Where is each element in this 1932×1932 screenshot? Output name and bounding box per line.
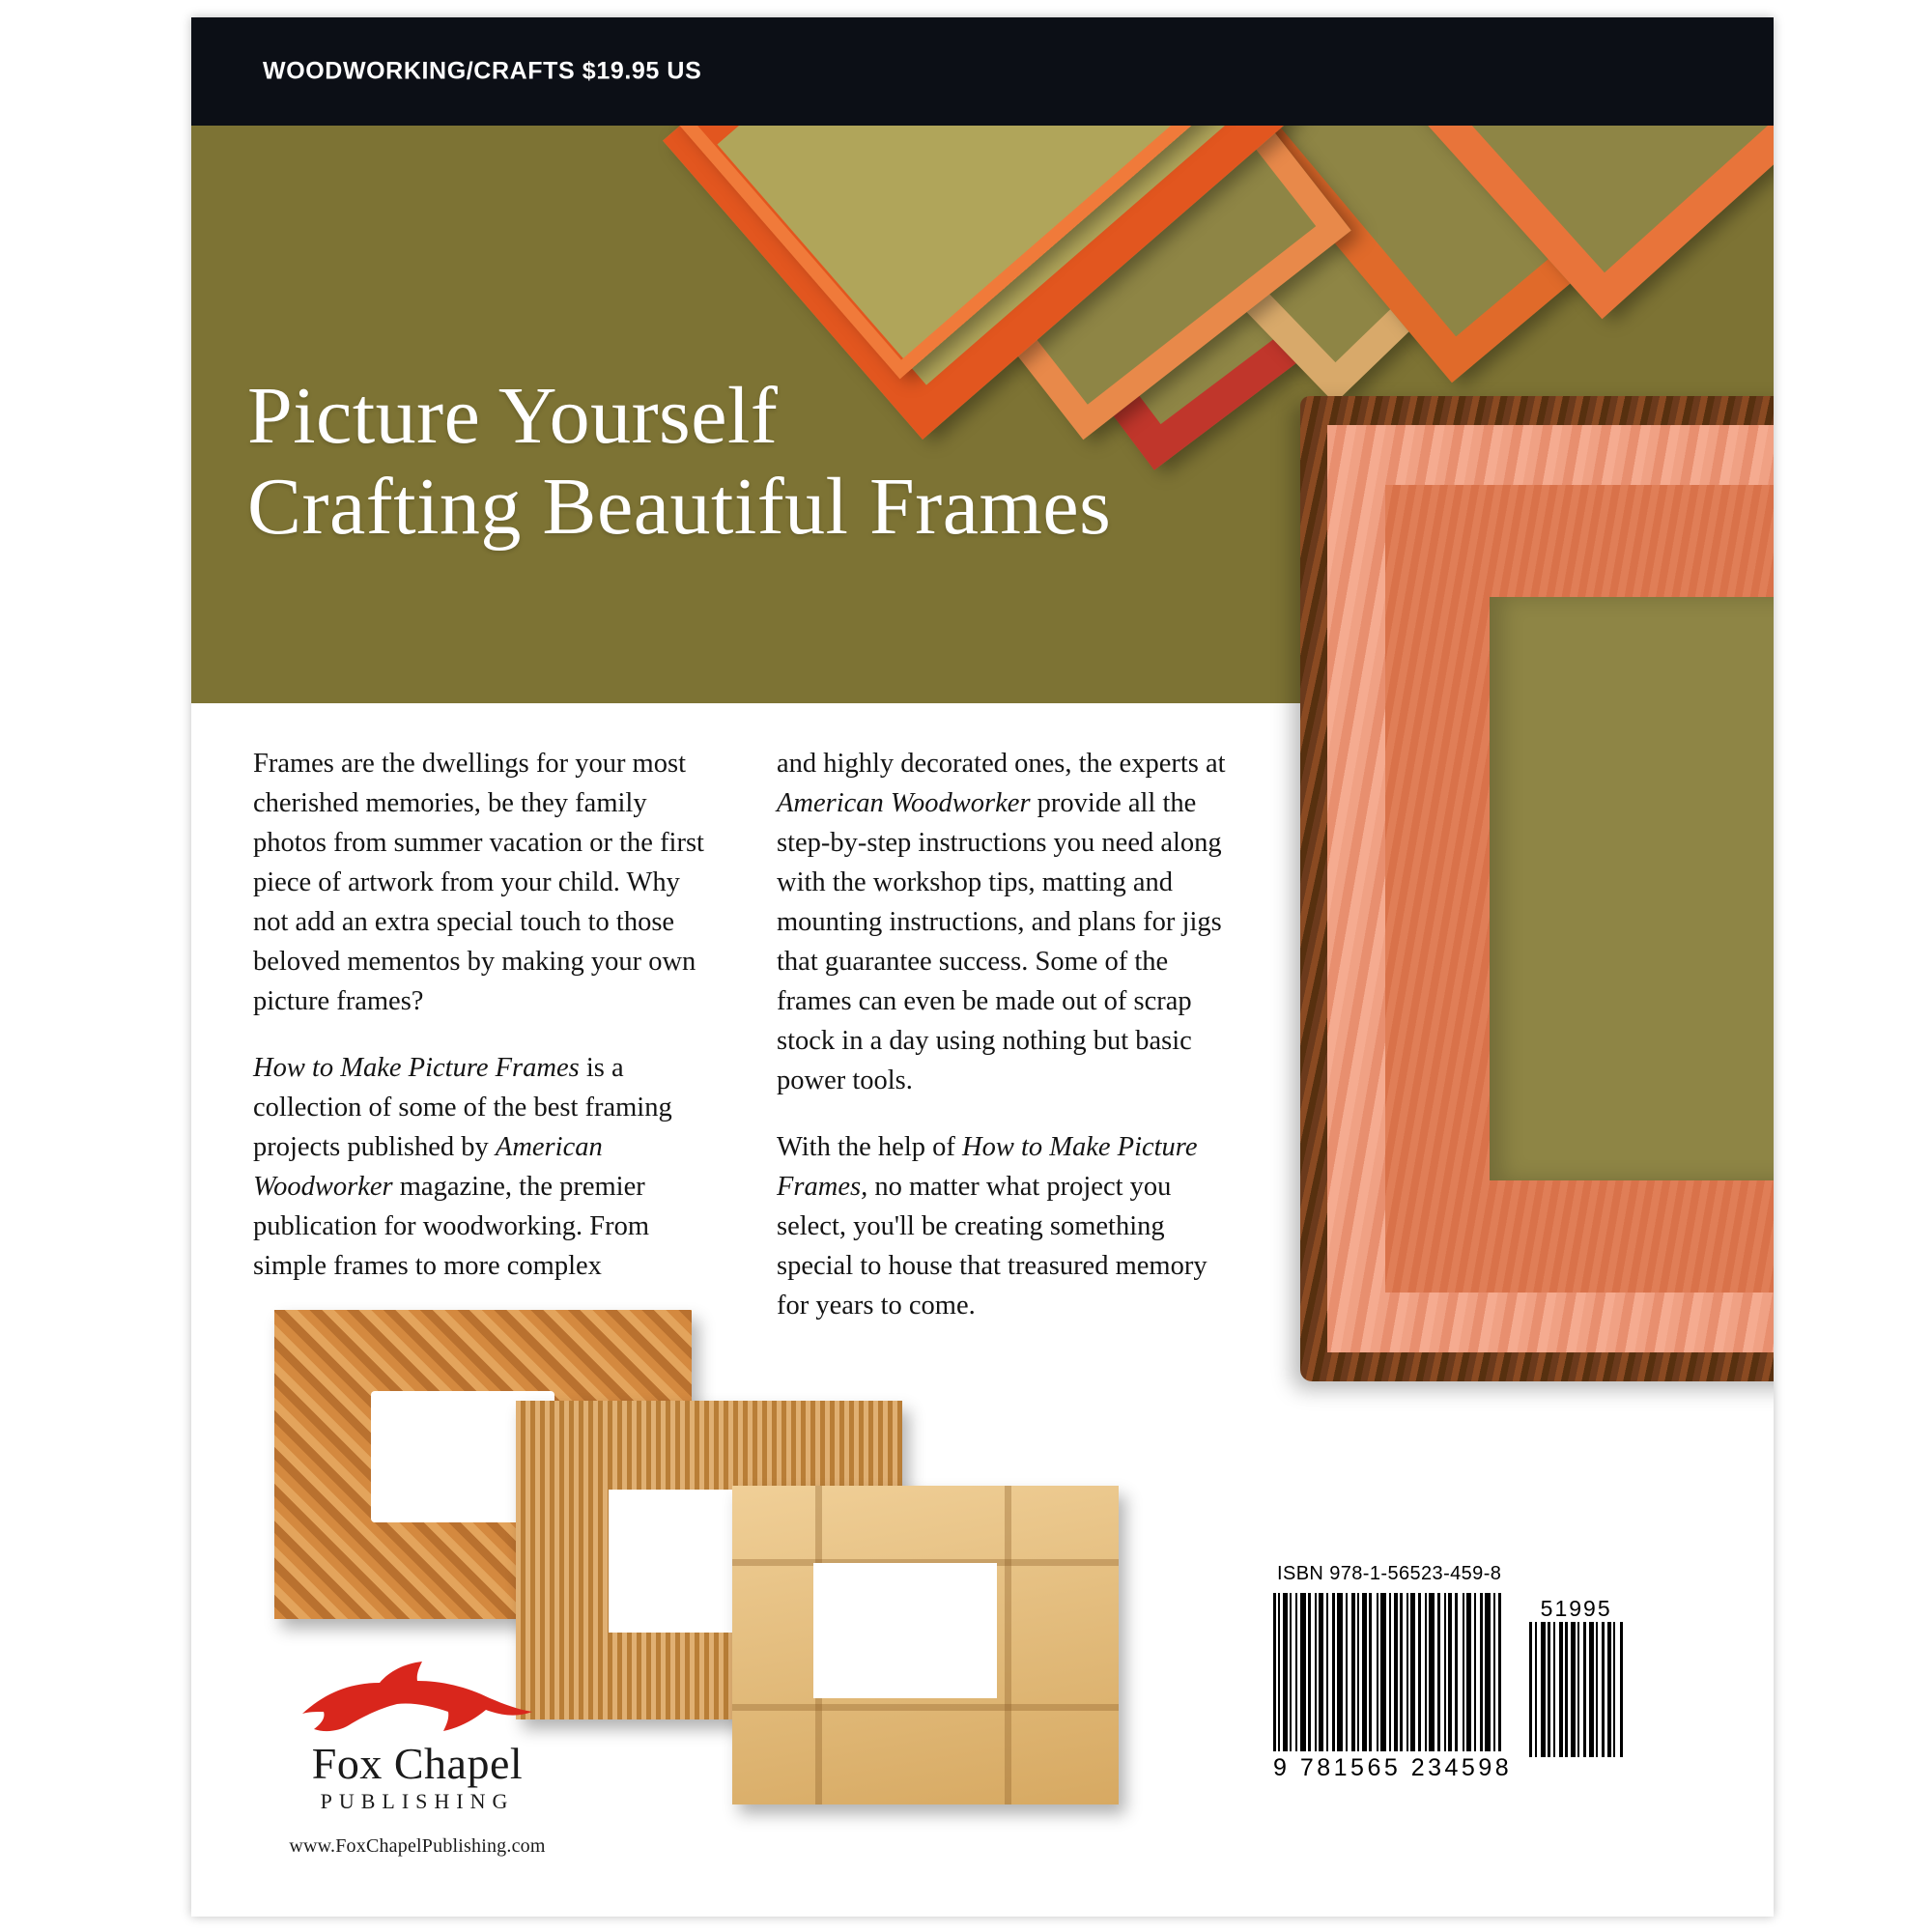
publisher-subtitle: PUBLISHING xyxy=(320,1789,515,1814)
book-back-cover xyxy=(191,17,1774,1917)
barcode-block xyxy=(1273,1563,1727,1782)
paragraph-4-pre: With the help of xyxy=(777,1132,962,1163)
isbn-text: ISBN 978-1-56523-459-8 xyxy=(1277,1563,1502,1584)
paragraph-2-mid: is a collection of some of the best framing projects published by xyxy=(253,1053,672,1163)
publisher-url: www.FoxChapelPublishing.com xyxy=(289,1835,546,1858)
paragraph-3-post: provide all the step-by-step instructions you need along with the workshop tips, matting and mounting instructions, and plans for jigs that guarantee success. Some of the frames can even be made out of scrap stock in a day using nothing but basic power tools. xyxy=(777,788,1222,1096)
title-line-2: Crafting Beautiful Frames xyxy=(247,462,1112,553)
bark-frame-bevel xyxy=(1385,485,1774,1293)
sample-frame-joint-line-4 xyxy=(732,1704,1119,1711)
publisher-block xyxy=(214,1660,620,1858)
paragraph-3-pre: and highly decorated ones, the experts at xyxy=(777,749,1226,779)
paragraph-2-post: magazine, the premier publication for woodworking. From simple frames to more complex xyxy=(253,1172,650,1282)
paragraph-4-post: no matter what project you select, you'll be creating something special to house that treasured memory for years to come. xyxy=(777,1172,1208,1321)
bark-frame-face xyxy=(1327,425,1774,1352)
paragraph-1: Frames are the dwellings for your most cherished memories, be they family photos from summer vacation or the first piece of artwork from your child. Why not add an extra special touch to those beloved mementos by making your own picture frames? xyxy=(253,749,704,1017)
ean13-digits: 9 781565 234598 xyxy=(1273,1754,1513,1781)
sample-frame-opening-3 xyxy=(813,1563,997,1698)
ean13-barcode xyxy=(1273,1593,1512,1782)
publisher-name: Fox Chapel xyxy=(311,1739,524,1788)
sample-frame-joint-line-2 xyxy=(1005,1486,1011,1804)
magazine-title-italic-2: American Woodworker xyxy=(777,788,1031,819)
book-title-italic-1: How to Make Picture Frames xyxy=(253,1053,580,1084)
paragraph-3 xyxy=(777,744,1238,1100)
copy-column-left xyxy=(253,744,715,1325)
bark-frame-opening xyxy=(1490,597,1774,1180)
bark-frame-photo xyxy=(1300,396,1774,1381)
fox-icon xyxy=(297,1660,538,1735)
paragraph-2 xyxy=(253,1048,715,1286)
category-strip xyxy=(191,17,1774,126)
sample-frame-lapped xyxy=(732,1486,1119,1804)
magazine-title-italic-1: American Woodworker xyxy=(253,1132,603,1203)
title-line-1: Picture Yourself xyxy=(247,371,779,461)
ean5-addon-barcode xyxy=(1529,1593,1623,1757)
ean13-bars xyxy=(1273,1593,1512,1751)
category-price-text: WOODWORKING/CRAFTS $19.95 US xyxy=(263,57,702,85)
copy-column-right xyxy=(777,744,1238,1325)
ean5-digits: 51995 xyxy=(1540,1596,1612,1621)
cover-title xyxy=(247,371,1368,553)
back-cover-copy xyxy=(253,744,1277,1325)
bark-edge xyxy=(1300,396,1774,1381)
ean5-bars xyxy=(1529,1622,1623,1757)
barcode-row xyxy=(1273,1593,1727,1782)
book-title-italic-2: How to Make Picture Frames, xyxy=(777,1132,1198,1203)
